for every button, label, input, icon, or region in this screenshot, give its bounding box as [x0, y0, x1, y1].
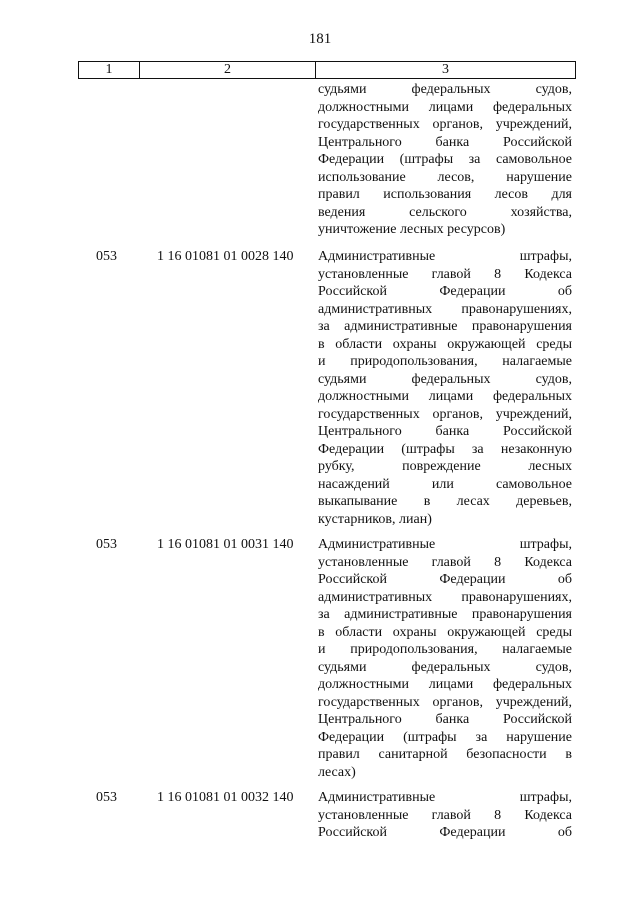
text-line: Российской Федерации об [318, 825, 572, 840]
text-line: уничтожение лесных ресурсов) [318, 222, 506, 237]
text-line: выкапывание в лесах деревьев, [318, 494, 572, 509]
row-description [318, 789, 572, 842]
text-line: должностными лицами федеральных [318, 99, 572, 115]
table-header [78, 61, 576, 79]
text-line: в области охраны окружающей среды [318, 624, 572, 640]
text-line: Российской Федерации об [318, 284, 572, 299]
text-line: Центрального банка Российской [318, 712, 572, 727]
text-line: и природопользования, налагаемые [318, 642, 572, 657]
text-line: Административные штрафы, [318, 249, 572, 264]
text-line: административных правонарушениях, [318, 301, 572, 317]
admin-code: 053 [96, 249, 117, 264]
text-line: использование лесов, нарушение [318, 169, 572, 185]
text-line: судьями федеральных судов, [318, 371, 572, 387]
row-description [318, 536, 572, 781]
text-line: Административные штрафы, [318, 537, 572, 552]
text-line: рубку, повреждение лесных [318, 459, 572, 474]
text-line: Административные штрафы, [318, 790, 572, 805]
continuation-description [318, 81, 572, 239]
text-line: в области охраны окружающей среды [318, 336, 572, 352]
admin-code: 053 [96, 537, 117, 552]
header-col-1: 1 [79, 62, 140, 78]
text-line: за административные правонарушения [318, 319, 572, 334]
header-col-2: 2 [140, 62, 316, 78]
text-line: и природопользования, налагаемые [318, 354, 572, 369]
text-line: лесах) [318, 764, 356, 780]
kbk-code: 1 16 01081 01 0028 140 [157, 249, 294, 264]
kbk-code: 1 16 01081 01 0032 140 [157, 790, 294, 805]
kbk-code: 1 16 01081 01 0031 140 [157, 537, 294, 552]
text-line: должностными лицами федеральных [318, 389, 572, 404]
text-line: правил санитарной безопасности в [318, 747, 572, 762]
text-line: за административные правонарушения [318, 607, 572, 622]
text-line: установленные главой 8 Кодекса [318, 266, 572, 282]
text-line: государственных органов, учреждений, [318, 406, 572, 422]
text-line: кустарников, лиан) [318, 511, 432, 527]
text-line: должностными лицами федеральных [318, 677, 572, 692]
text-line: Центрального банка Российской [318, 134, 572, 150]
page-number: 181 [308, 31, 332, 47]
text-line: Федерации (штрафы за нарушение [318, 729, 572, 745]
text-line: насаждений или самовольное [318, 476, 572, 492]
text-line: установленные главой 8 Кодекса [318, 554, 572, 570]
text-line: судьями федеральных судов, [318, 659, 572, 675]
text-line: Центрального банка Российской [318, 424, 572, 439]
text-line: Российской Федерации об [318, 572, 572, 587]
row-description [318, 248, 572, 528]
text-line: судьями федеральных судов, [318, 82, 572, 97]
text-line: правил использования лесов для [318, 187, 572, 202]
text-line: ведения сельского хозяйства, [318, 204, 572, 220]
admin-code: 053 [96, 790, 117, 805]
text-line: государственных органов, учреждений, [318, 117, 572, 132]
text-line: административных правонарушениях, [318, 589, 572, 605]
text-line: установленные главой 8 Кодекса [318, 807, 572, 823]
text-line: Федерации (штрафы за незаконную [318, 441, 572, 457]
header-col-3: 3 [442, 62, 449, 77]
text-line: государственных органов, учреждений, [318, 694, 572, 710]
text-line: Федерации (штрафы за самовольное [318, 152, 572, 167]
